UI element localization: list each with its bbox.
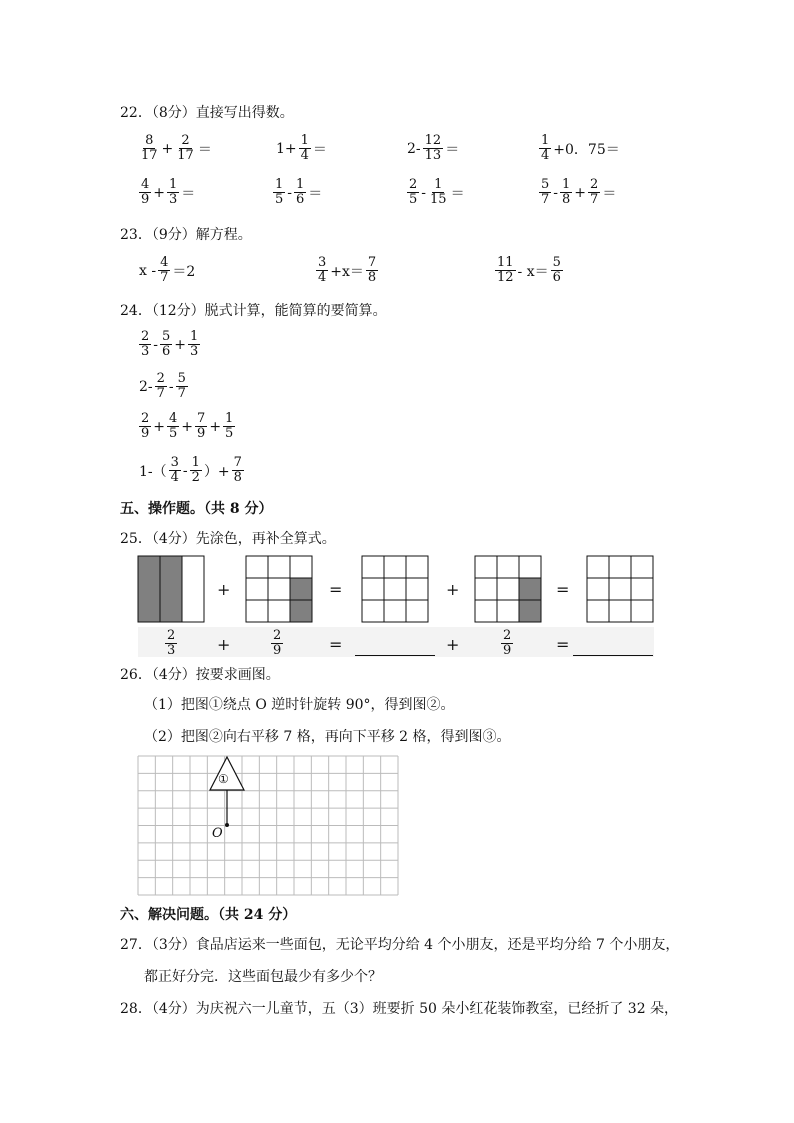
- fraction: $\frac{1}{3}$: [190, 329, 199, 359]
- fraction: $\frac{1}{8}$: [562, 177, 571, 207]
- operator: +x＝: [330, 263, 364, 280]
- operator: ＝: [308, 185, 323, 202]
- fraction: $\frac{1}{2}$: [191, 455, 200, 485]
- operator: -: [153, 336, 159, 353]
- operator: ＝: [445, 141, 460, 158]
- q24-title: 24．（12分）脱式计算，能简算的要简算。: [120, 303, 387, 319]
- operator: -: [553, 184, 559, 201]
- operator: ＝: [312, 141, 327, 158]
- section-5-heading: 五、操作题。（共 8 分）: [120, 501, 273, 517]
- operator: ＝: [450, 185, 465, 202]
- fraction: $\frac{2}{9}$: [141, 411, 150, 441]
- q23-title: 23．（9分）解方程。: [120, 227, 252, 243]
- operator: +: [181, 418, 194, 435]
- q22-title: 22．（8分）直接写出得数。: [120, 105, 294, 121]
- fraction: $\frac{2}{3}$: [167, 628, 176, 658]
- operator: ＝2: [172, 263, 196, 280]
- fraction: $\frac{3}{4}$: [318, 255, 327, 285]
- fraction: $\frac{2}{9}$: [503, 628, 512, 658]
- section-6-heading: 六、解决问题。（共 24 分）: [120, 907, 297, 923]
- fraction: $\frac{7}{8}$: [367, 255, 377, 285]
- q25-equals-3: =: [329, 635, 343, 654]
- operator: +: [574, 184, 587, 201]
- q26-title: 26．（4分）按要求画图。: [120, 667, 280, 683]
- fraction: $\frac{4}{5}$: [169, 411, 178, 441]
- fraction: $\frac{1}{4}$: [300, 133, 309, 163]
- fraction: $\frac{1}{3}$: [169, 177, 178, 207]
- fraction: $\frac{1}{5}$: [225, 411, 234, 441]
- q25-title: 25．（4分）先涂色，再补全算式。: [120, 531, 336, 547]
- operator: -: [421, 184, 427, 201]
- q25-plus-3: +: [217, 635, 231, 654]
- q25-plus-4: +: [446, 635, 460, 654]
- fraction: $\frac{4}{9}$: [141, 177, 150, 207]
- q27-line-2: 都正好分完．这些面包最少有多少个？: [144, 969, 382, 985]
- fraction: $\frac{8}{17}$: [141, 133, 158, 163]
- operator: 2-: [407, 140, 421, 157]
- q26-point-o: [225, 823, 229, 827]
- fraction: $\frac{1}{4}$: [541, 133, 550, 163]
- fraction: $\frac{3}{4}$: [170, 455, 179, 485]
- fraction: $\frac{4}{7}$: [160, 255, 169, 285]
- operator: +: [161, 140, 174, 157]
- operator: +: [153, 184, 166, 201]
- q27-line-1: 27．（3分）食品店运来一些面包，无论平均分给 4 个小朋友，还是平均分给 7 个小朋友，: [120, 937, 680, 953]
- q25-plus-2: +: [446, 580, 460, 599]
- fraction: $\frac{2}{5}$: [409, 177, 418, 207]
- operator: ＝: [197, 141, 212, 158]
- operator: +0．75＝: [553, 141, 620, 158]
- operator: -: [168, 378, 174, 395]
- q25-equals-4: =: [556, 635, 570, 654]
- q26-item-1: （1）把图①绕点 O 逆时针旋转 90°，得到图②。: [144, 697, 455, 713]
- fraction: $\frac{2}{7}$: [156, 371, 165, 401]
- operator: 1-（: [139, 463, 167, 480]
- fraction: $\frac{2}{7}$: [590, 177, 599, 207]
- operator: -: [287, 184, 293, 201]
- fraction: $\frac{5}{6}$: [552, 255, 561, 285]
- fraction: $\frac{1}{15}$: [430, 177, 447, 207]
- fraction: $\frac{1}{6}$: [296, 177, 305, 207]
- q25-equals-2: =: [556, 580, 570, 599]
- fraction: $\frac{11}{12}$: [497, 255, 514, 285]
- q28-line-1: 28．（4分）为庆祝六一儿童节，五（3）班要折 50 朵小红花装饰教室，已经折了 32 朵，: [120, 1001, 679, 1017]
- operator: - x＝: [517, 263, 549, 280]
- fraction: $\frac{7}{9}$: [197, 411, 206, 441]
- fraction: $\frac{7}{8}$: [233, 455, 242, 485]
- q26-shape-label: ①: [218, 772, 229, 786]
- fraction: $\frac{12}{13}$: [424, 133, 442, 163]
- operator: -: [182, 462, 188, 479]
- q25-plus-1: +: [217, 580, 231, 599]
- operator: +: [174, 336, 187, 353]
- operator: 1+: [276, 140, 297, 157]
- operator: 2-: [139, 378, 153, 395]
- fraction: $\frac{2}{9}$: [273, 628, 282, 658]
- q26-item-2: （2）把图②向右平移 7 格，再向下平移 2 格，得到图③。: [144, 729, 511, 745]
- operator: +: [153, 418, 166, 435]
- fraction: $\frac{5}{7}$: [177, 371, 186, 401]
- operator: ）+: [203, 463, 230, 480]
- fraction: $\frac{1}{5}$: [275, 177, 284, 207]
- fraction: $\frac{2}{17}$: [177, 133, 194, 163]
- q25-equals-1: =: [329, 580, 343, 599]
- fraction: $\frac{2}{3}$: [141, 329, 150, 359]
- operator: x -: [139, 262, 157, 279]
- operator: +: [209, 418, 222, 435]
- fraction: $\frac{5}{6}$: [162, 329, 171, 359]
- fraction: $\frac{5}{7}$: [541, 177, 550, 207]
- operator: ＝: [181, 185, 196, 202]
- operator: ＝: [602, 185, 617, 202]
- q26-point-label: O: [212, 826, 223, 841]
